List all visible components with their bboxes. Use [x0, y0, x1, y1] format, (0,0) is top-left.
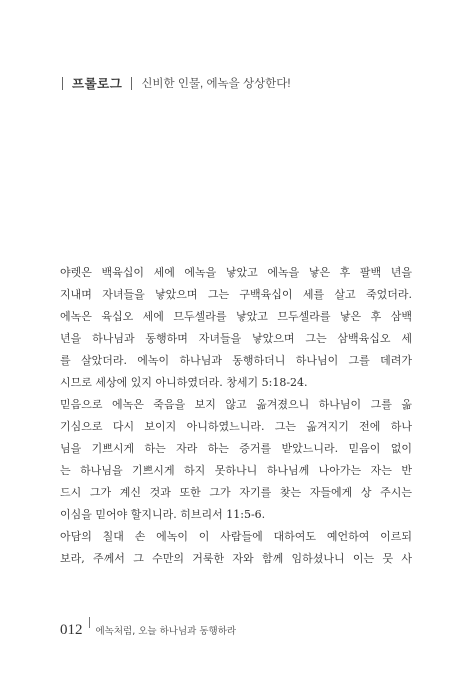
- running-title: 에녹처럼, 오늘 하나님과 동행하라: [95, 626, 237, 637]
- text-line: 보라, 주께서 그 수만의 거룩한 자와 함께 임하셨나니 이는 뭇 사: [60, 552, 412, 565]
- header-divider-right: [131, 77, 132, 90]
- text-line: 야렛은 백육십이 세에 에녹을 낳았고 에녹을 낳은 후 팔백 년을: [60, 266, 412, 279]
- text-line: 에녹은 육십오 세에 므두셀라를 낳았고 므두셀라를 낳은 후 삼백: [60, 310, 412, 323]
- text-line: 믿음으로 에녹은 죽음을 보지 않고 옮겨졌으니 하나님이 그를 옮: [60, 398, 412, 411]
- text-line: 지내며 자녀들을 낳았으며 그는 구백육십이 세를 살고 죽었더라.: [60, 288, 412, 301]
- text-line: 아담의 칠대 손 에녹이 이 사람들에 대하여도 예언하여 이르되: [60, 530, 412, 543]
- scripture-text: [60, 262, 412, 570]
- chapter-subtitle: 신비한 인물, 에녹을 상상한다!: [141, 78, 291, 90]
- footer-divider: [89, 617, 90, 628]
- text-line: 를 살았더라. 에녹이 하나님과 동행하더니 하나님이 그를 데려가: [60, 354, 412, 367]
- chapter-label: 프롤로그: [72, 77, 123, 91]
- text-line: 기심으로 다시 보이지 아니하였느니라. 그는 옮겨지기 전에 하나: [60, 420, 412, 433]
- text-line: 님을 기쁘시게 하는 자라 하는 증거를 받았느니라. 믿음이 없이: [60, 442, 412, 455]
- header-divider-left: [62, 77, 63, 90]
- text-line: 시므로 세상에 있지 아니하였더라. 창세기 5:18-24.: [60, 376, 308, 389]
- text-line: 년을 하나님과 동행하며 자녀들을 낳았으며 그는 삼백육십오 세: [60, 332, 412, 345]
- page-number: 012: [60, 622, 83, 638]
- text-line: 는 하나님을 기쁘시게 하지 못하나니 하나님께 나아가는 자는 반: [60, 464, 412, 477]
- text-line: 이심을 믿어야 할지니라. 히브리서 11:5-6.: [60, 508, 266, 521]
- text-line: 드시 그가 계신 것과 또한 그가 자기를 찾는 자들에게 상 주시는: [60, 486, 412, 499]
- page-footer: [60, 622, 236, 642]
- chapter-header: [62, 74, 291, 92]
